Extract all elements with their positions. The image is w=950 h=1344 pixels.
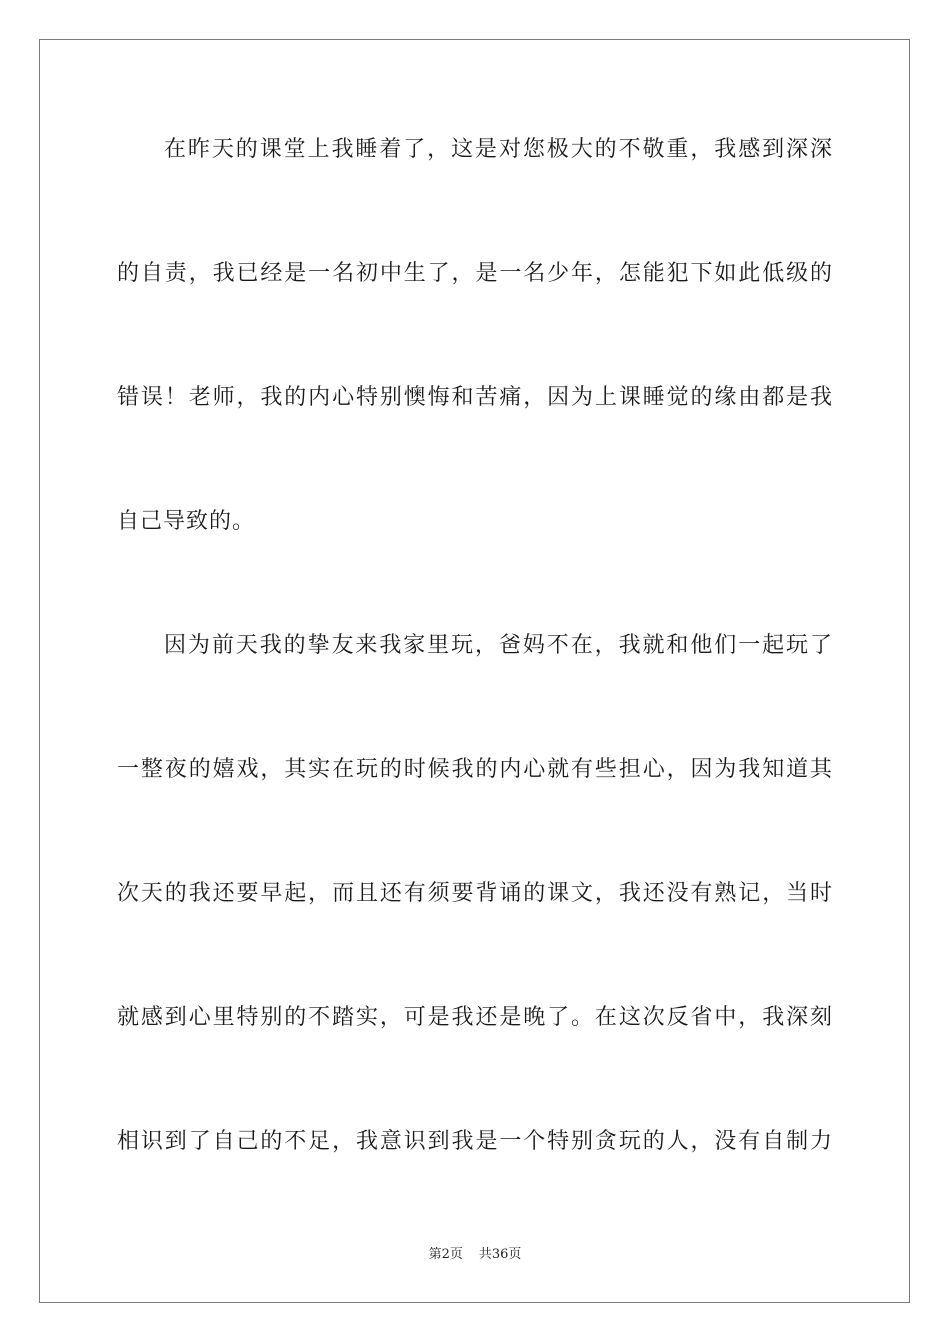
document-body [117, 120, 833, 1236]
total-pages: 共36页 [478, 1247, 522, 1262]
text-line: 相识到了自己的不足，我意识到我是一个特别贪玩的人，没有自制力 [117, 1129, 833, 1154]
text-line: 的自责，我已经是一名初中生了，是一名少年，怎能犯下如此低级的 [117, 261, 833, 286]
page-number: 第2页 [428, 1247, 463, 1262]
text-line: 次天的我还要早起，而且还有须要背诵的课文，我还没有熟记，当时 [117, 881, 833, 906]
page-footer [0, 1243, 950, 1262]
text-line: 一整夜的嬉戏，其实在玩的时候我的内心就有些担心，因为我知道其 [117, 757, 833, 782]
text-line: 因为前天我的挚友来我家里玩，爸妈不在，我就和他们一起玩了 [164, 633, 833, 658]
text-line: 就感到心里特别的不踏实，可是我还是晚了。在这次反省中，我深刻 [117, 1005, 833, 1030]
text-line: 自己导致的。 [117, 509, 256, 534]
text-line: 错误！老师，我的内心特别懊悔和苦痛，因为上课睡觉的缘由都是我 [117, 385, 833, 410]
text-line: 在昨天的课堂上我睡着了，这是对您极大的不敬重，我感到深深 [164, 137, 833, 162]
